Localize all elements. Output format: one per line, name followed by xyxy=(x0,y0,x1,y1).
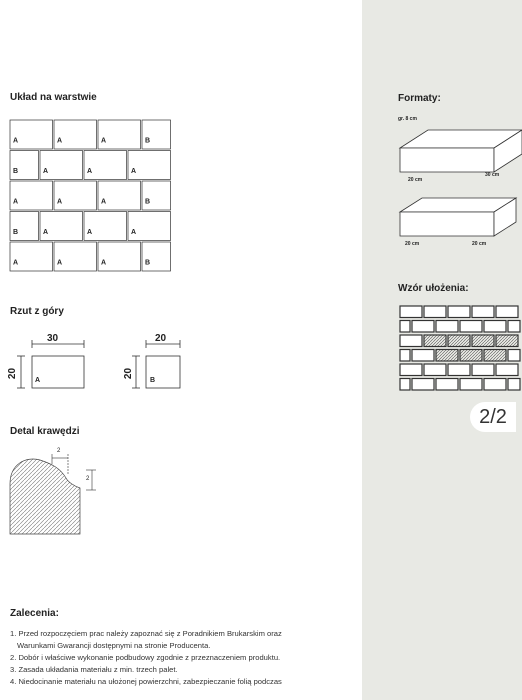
edge-dim-top: 2 xyxy=(57,448,61,454)
pattern-stone xyxy=(472,335,494,347)
layer-stone-label: B xyxy=(145,137,151,145)
layer-stone xyxy=(98,242,141,271)
layer-stone-label: A xyxy=(101,198,107,206)
layer-stone xyxy=(84,151,127,180)
layer-stone xyxy=(10,242,53,271)
pattern-stone xyxy=(436,321,458,333)
pattern-stone xyxy=(400,306,422,318)
layer-stone xyxy=(84,212,127,241)
pattern-stone xyxy=(400,335,422,347)
formats-heading: Formaty: xyxy=(398,93,441,104)
layer-stone-label: A xyxy=(87,168,93,175)
pattern-stone xyxy=(496,306,518,318)
pattern-stone xyxy=(424,335,446,347)
block2-front-dim: 20 cm xyxy=(405,241,420,247)
layer-stone-label: A xyxy=(101,137,107,145)
pattern-stone xyxy=(508,379,520,391)
pattern-stone xyxy=(472,364,494,376)
top-view-heading: Rzut z góry xyxy=(10,306,64,317)
page-number: 2/2 xyxy=(470,402,516,432)
layer-stone-label: B xyxy=(145,259,151,267)
pattern-stone xyxy=(460,321,482,333)
stone-b-label: B xyxy=(150,377,156,384)
layer-stone-label: A xyxy=(43,229,49,236)
layer-stone xyxy=(10,120,53,149)
pattern-stone xyxy=(424,306,446,318)
layer-stone-label: A xyxy=(131,229,137,236)
pattern-stone xyxy=(436,379,458,391)
pattern-stone xyxy=(496,364,518,376)
layer-stone xyxy=(10,151,39,180)
layer-stone-label: A xyxy=(13,259,19,267)
stone-a-width-label: 30 xyxy=(47,333,59,344)
laying-pattern xyxy=(400,306,522,394)
pattern-stone xyxy=(508,321,520,333)
recommendations-heading: Zalecenia: xyxy=(10,608,59,619)
layer-stone xyxy=(142,242,171,271)
pattern-stone xyxy=(424,364,446,376)
layer-stone xyxy=(40,212,83,241)
pattern-stone xyxy=(400,364,422,376)
pattern-stone xyxy=(484,379,506,391)
pattern-stone xyxy=(412,379,434,391)
pattern-stone xyxy=(460,379,482,391)
layer-stone-label: A xyxy=(57,137,63,145)
pattern-stone xyxy=(496,335,518,347)
layer-stone-label: A xyxy=(57,259,63,267)
recommendation-item: Warunkami Gwarancji dostępnymi na stronie Producenta. xyxy=(17,641,211,650)
layer-stone-label: A xyxy=(131,168,137,175)
block2-depth-dim: 20 cm xyxy=(472,241,487,247)
layer-stone xyxy=(40,151,83,180)
pattern-stone xyxy=(484,350,506,362)
block1-front-dim: 20 cm xyxy=(408,177,423,183)
layer-stone-label: A xyxy=(13,137,19,145)
right-panel xyxy=(362,0,522,700)
pattern-stone xyxy=(412,350,434,362)
edge-dim-side: 2 xyxy=(86,476,90,482)
layer-stone-label: B xyxy=(145,198,151,206)
stone-a-label: A xyxy=(35,377,41,384)
recommendation-item: 4. Niedocinanie materiału na ułożonej powierzchni, zabezpieczanie folią podczas xyxy=(10,677,282,686)
recommendation-item: 2. Dobór i właściwe wykonanie podbudowy zgodnie z przeznaczeniem produktu. xyxy=(10,653,281,662)
layer-stone-label: A xyxy=(87,229,93,236)
pattern-stone xyxy=(460,350,482,362)
edge-detail-heading: Detal krawędzi xyxy=(10,426,80,437)
stone-a-height-label: 20 xyxy=(7,367,19,380)
layer-layout-grid xyxy=(10,120,176,274)
pattern-stone xyxy=(448,335,470,347)
layer-layout-heading: Układ na warstwie xyxy=(10,92,97,103)
layer-stone xyxy=(142,120,171,149)
layer-stone xyxy=(10,212,39,241)
layer-stone-label: A xyxy=(57,198,63,206)
layer-stone xyxy=(128,212,171,241)
pattern-stone xyxy=(412,321,434,333)
layer-stone xyxy=(10,181,53,210)
layer-stone-label: A xyxy=(101,259,107,267)
pattern-stone xyxy=(448,364,470,376)
pattern-stone xyxy=(508,350,520,362)
block1-depth-dim: 30 cm xyxy=(485,172,500,178)
recommendation-item: 3. Zasada układania materiału z min. trzech palet. xyxy=(10,665,178,674)
edge-detail-drawing xyxy=(8,444,108,539)
thickness-label: gr. 8 cm xyxy=(398,116,417,122)
layer-stone-label: A xyxy=(13,198,19,206)
pattern-stone xyxy=(448,306,470,318)
pattern-stone xyxy=(484,321,506,333)
layer-stone-label: B xyxy=(13,168,19,175)
pattern-stone xyxy=(400,321,410,333)
pattern-stone xyxy=(400,379,410,391)
layer-stone xyxy=(98,181,141,210)
layer-stone-label: B xyxy=(13,229,19,236)
recommendation-item: 1. Przed rozpoczęciem prac należy zapoznać się z Poradnikiem Brukarskim oraz xyxy=(10,629,282,638)
pattern-stone xyxy=(400,350,410,362)
layer-stone xyxy=(98,120,141,149)
pattern-stone xyxy=(436,350,458,362)
layer-stone xyxy=(54,181,97,210)
stone-b-height-label: 20 xyxy=(123,367,135,380)
format-block-1 xyxy=(398,124,522,194)
recommendations-list xyxy=(10,628,355,688)
layer-stone xyxy=(142,181,171,210)
layer-stone-label: A xyxy=(43,168,49,175)
layer-stone xyxy=(54,242,97,271)
layer-stone xyxy=(54,120,97,149)
pattern-stone xyxy=(472,306,494,318)
layer-stone xyxy=(128,151,171,180)
pattern-heading: Wzór ułożenia: xyxy=(398,283,469,294)
stone-b-width-label: 20 xyxy=(155,333,167,344)
